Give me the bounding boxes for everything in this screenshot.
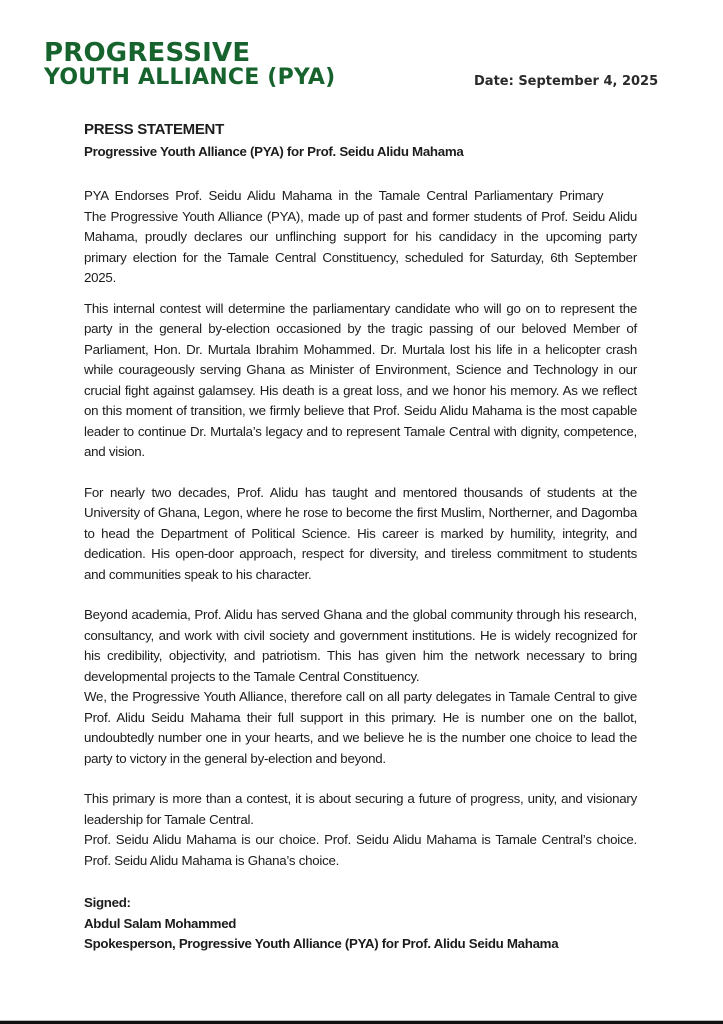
- paragraph-beyond-academia: Beyond academia, Prof. Alidu has served Ghana and the global community through his research, consultancy, and work with civil society and government institutions. He is widely recognized for his credibility, objectivity, and patriotism. This has given him the network necessary to bring developmental projects to the Tamale Central Constituency.: [84, 607, 637, 684]
- signature-block: [84, 893, 637, 955]
- paragraph-contest: This internal contest will determine the parliamentary candidate who will go on to represent the party in the general by-election occasioned by the tragic passing of our beloved Member of Parliament, Hon. Dr. Murtala Ibrahim Mohammed. Dr. Murtala lost his life in a helicopter crash while courageously serving Ghana as Minister of Environment, Science and Technology in our crucial fight against galamsey. His death is a great loss, and we honor his memory. As we reflect on this moment of transition, we firmly believe that Prof. Seidu Alidu Mahama is the most capable leader to continue Dr. Murtala’s legacy and to represent Tamale Central with dignity, competence, and vision.: [84, 300, 637, 459]
- logo-line-1: PROGRESSIVE: [44, 38, 251, 68]
- paragraph-career: For nearly two decades, Prof. Alidu has taught and mentored thousands of students at the University of Ghana, Legon, where he rose to become the first Muslim, Northerner, and Dagomba to head the Department of Political Science. His career is marked by humility, integrity, and dedication. His open-door approach, respect for diversity, and tireless commitment to students and communities speak to his character.: [84, 484, 637, 582]
- pya-logo: [44, 40, 335, 89]
- document-title: PRESS STATEMENT: [84, 121, 224, 138]
- paragraph-intro: The Progressive Youth Alliance (PYA), made up of past and former students of Prof. Seidu Alidu Mahama, proudly declares our unflinching support for his candidacy in the upcoming party primary election for the Tamale Central Constituency, scheduled for Saturday, 6th September 2025.: [84, 208, 637, 285]
- statement-date: Date: September 4, 2025: [474, 74, 659, 89]
- paragraph-our-choice: Prof. Seidu Alidu Mahama is our choice. Prof. Seidu Alidu Mahama is Tamale Central’s choice. Prof. Seidu Alidu Mahama is Ghana’s choice.: [84, 832, 637, 868]
- paragraph-call-to-delegates: We, the Progressive Youth Alliance, therefore call on all party delegates in Tamale Central to give Prof. Alidu Seidu Mahama their full support in this primary. He is number one on the ballot, undoubtedly number one in your hearts, and we believe he is the number one choice to lead the party to victory in the general by-election and beyond.: [84, 689, 637, 766]
- document-subtitle: Progressive Youth Alliance (PYA) for Prof. Seidu Alidu Mahama: [84, 144, 464, 159]
- signatory-role: Spokesperson, Progressive Youth Alliance (PYA) for Prof. Alidu Seidu Mahama: [84, 936, 559, 951]
- statement-body: [84, 120, 637, 955]
- endorsement-headline: PYA Endorses Prof. Seidu Alidu Mahama in the Tamale Central Parliamentary Primary: [84, 188, 604, 203]
- signatory-name: Abdul Salam Mohammed: [84, 915, 237, 931]
- signed-label: Signed:: [84, 895, 131, 910]
- page-bottom-border: [0, 1020, 723, 1024]
- paragraph-more-than-contest: This primary is more than a contest, it is about securing a future of progress, unity, and visionary leadership for Tamale Central.: [84, 791, 637, 827]
- logo-line-2: YOUTH ALLIANCE (PYA): [44, 65, 336, 90]
